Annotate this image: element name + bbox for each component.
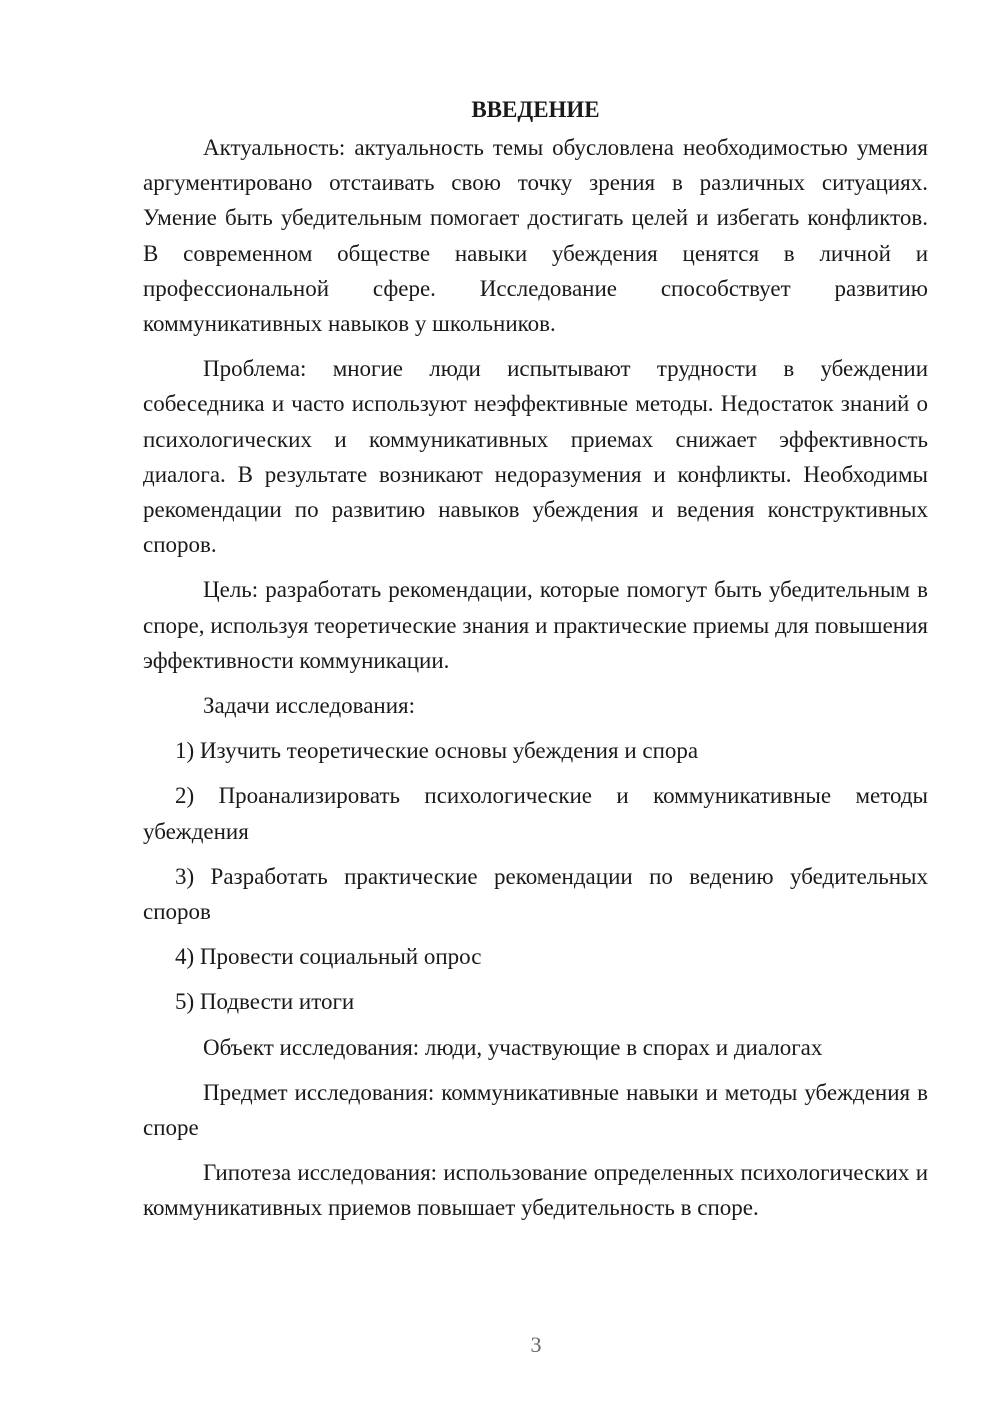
tasks-heading: Задачи исследования:	[203, 693, 416, 719]
task-item: 2) Проанализировать психологические и коммуникативные методы убеждения	[143, 783, 928, 844]
page-number: 3	[530, 1332, 542, 1357]
section-title: ВВЕДЕНИЕ	[471, 97, 600, 122]
task-item: 1) Изучить теоретические основы убеждения и спора	[175, 738, 699, 764]
object-paragraph: Объект исследования: люди, участвующие в спорах и диалогах	[203, 1034, 823, 1060]
page-content	[143, 92, 928, 1236]
task-item: 4) Провести социальный опрос	[175, 944, 482, 970]
relevance-paragraph: Актуальность: актуальность темы обусловлена необходимостью умения аргументировано отстаивать свою точку зрения в различных ситуациях. Умение быть убедительным помогает достигать целей и избегать конфликтов. В современном обществе навыки убеждения ценятся в личной и профессиональной сфере. Исследование способствует развитию коммуникативных навыков у школьников.	[143, 135, 928, 337]
task-item: 3) Разработать практические рекомендации по ведению убедительных споров	[143, 863, 928, 925]
problem-paragraph: Проблема: многие люди испытывают трудности в убеждении собеседника и часто используют неэффективные методы. Недостаток знаний о психологических и коммуникативных приемах снижает эффективность диалога. В результате возникают недоразумения и конфликты. Необходимы рекомендации по развитию навыков убеждения и ведения конструктивных споров.	[143, 356, 928, 558]
goal-paragraph: Цель: разработать рекомендации, которые помогут быть убедительным в споре, используя теоретические знания и практические приемы для повышения эффективности коммуникации.	[143, 577, 928, 673]
task-item: 5) Подвести итоги	[175, 989, 355, 1015]
hypothesis-paragraph: Гипотеза исследования: использование определенных психологических и коммуникативных приемов повышает убедительность в споре.	[143, 1160, 928, 1221]
subject-paragraph: Предмет исследования: коммуникативные навыки и методы убеждения в споре	[143, 1079, 928, 1141]
